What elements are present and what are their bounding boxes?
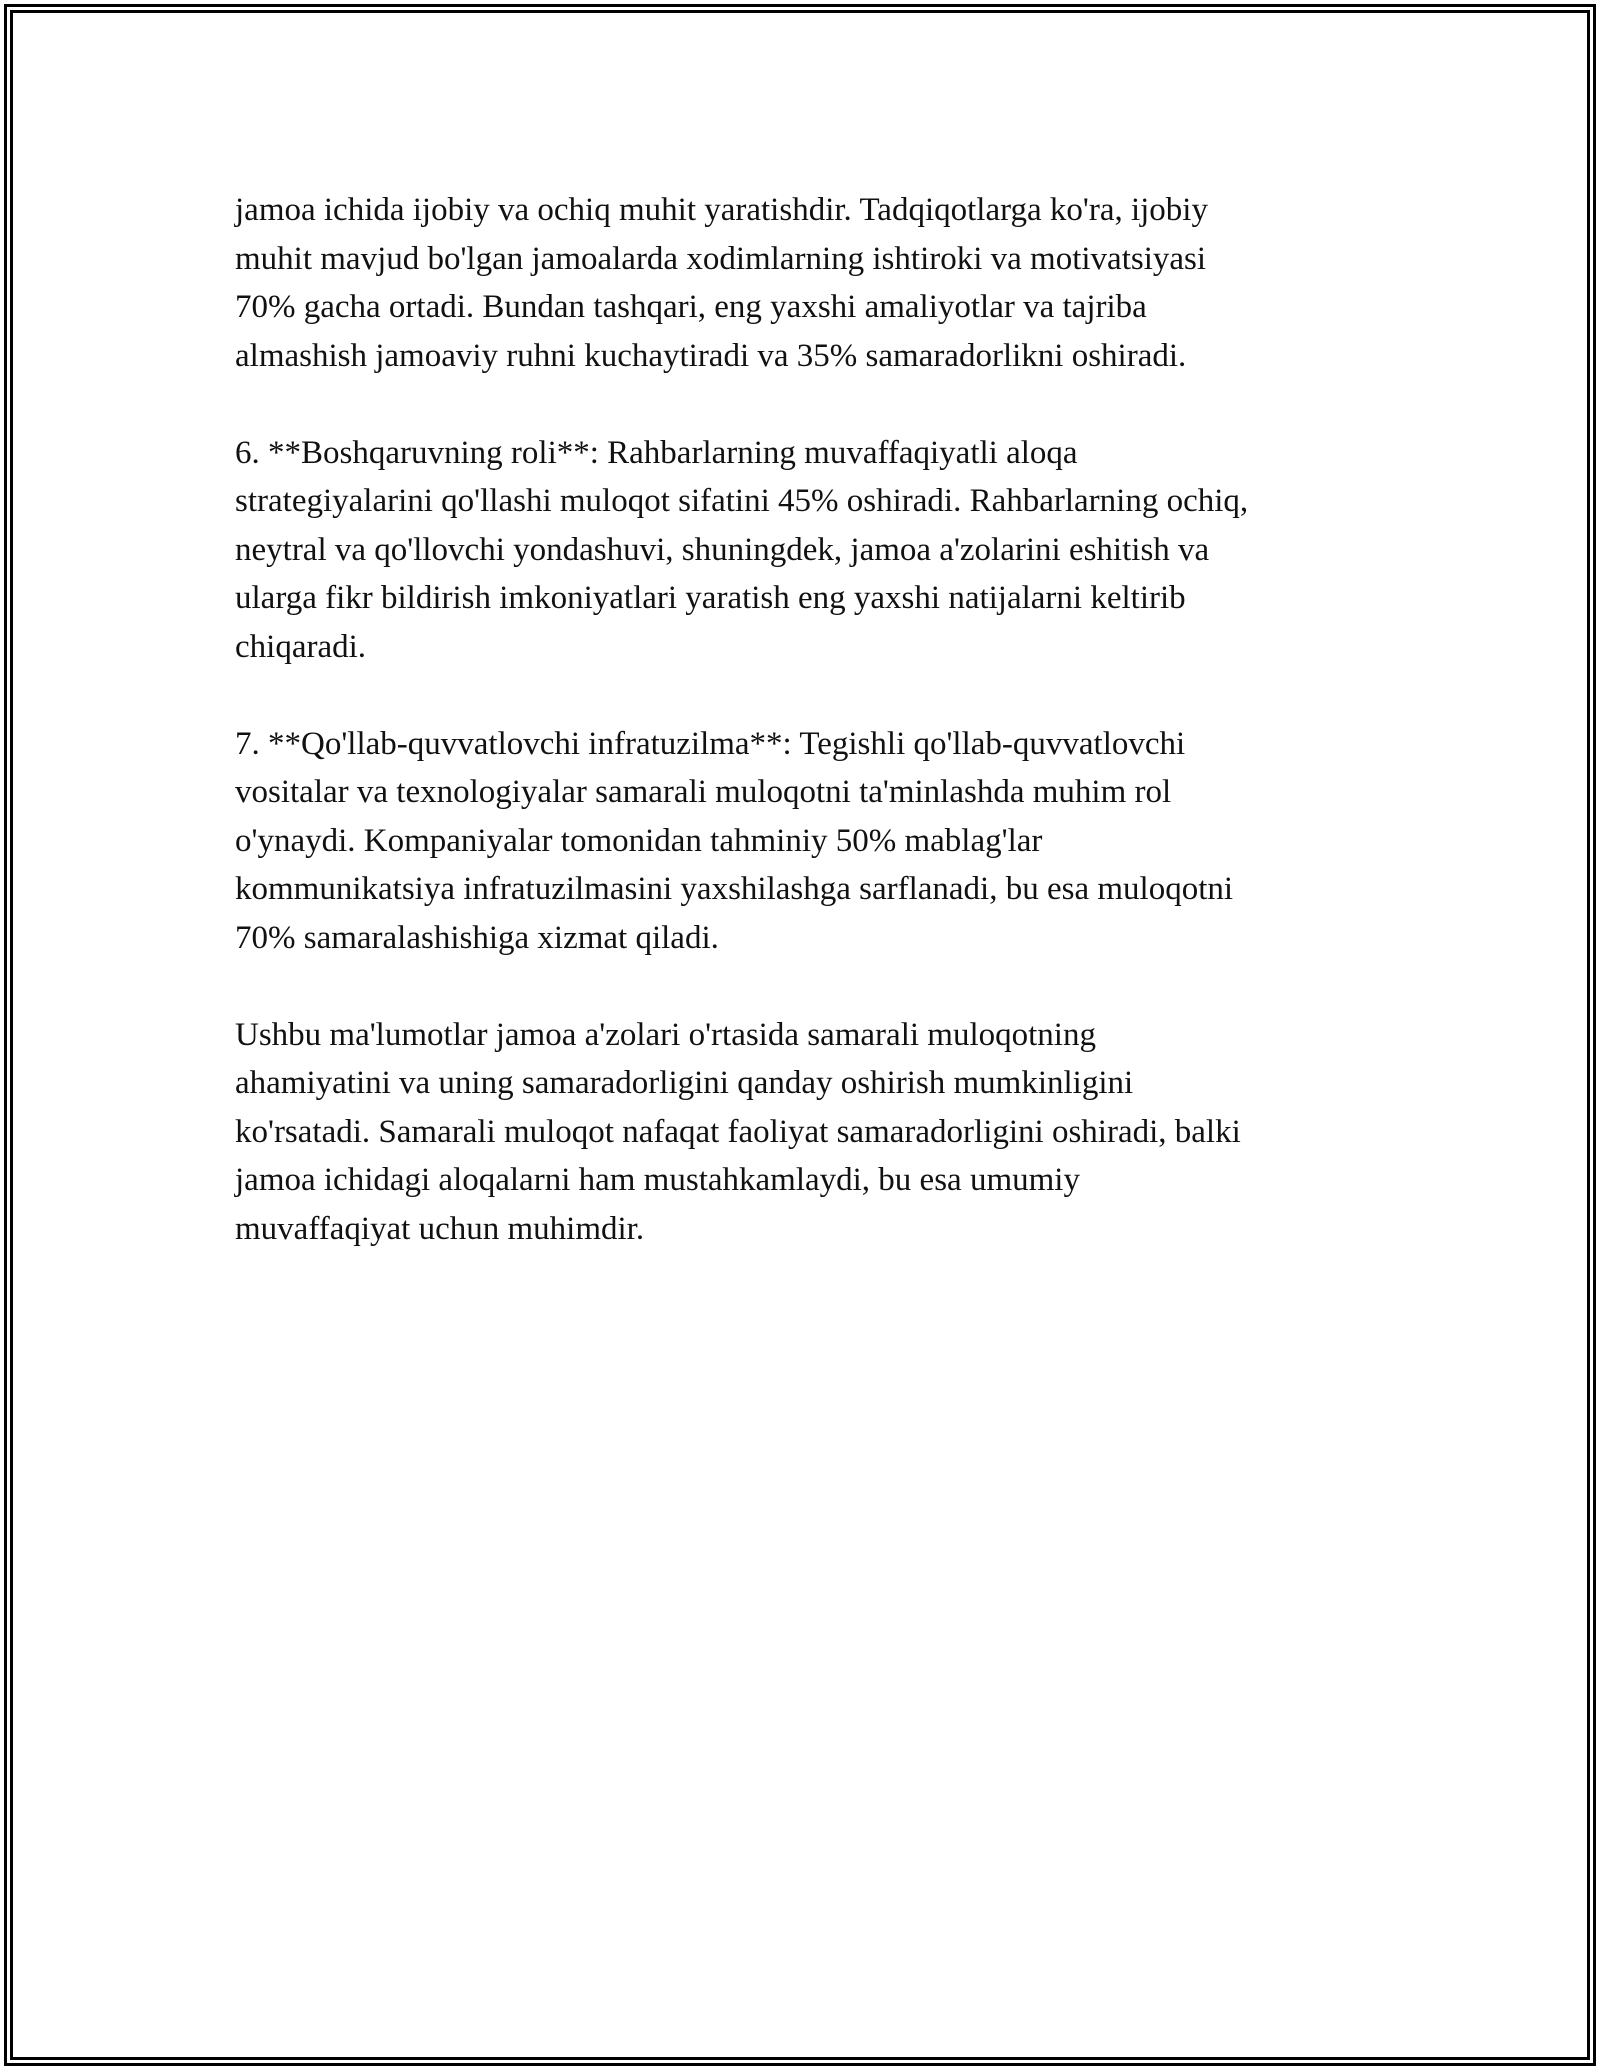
text-line: 70% gacha ortadi. Bundan tashqari, eng yaxshi amaliyotlar va tajriba bbox=[235, 289, 1147, 325]
text-line: 70% samaralashishiga xizmat qiladi. bbox=[235, 919, 719, 956]
paragraph-team-environment bbox=[235, 186, 1395, 380]
text-line: Ushbu ma'lumotlar jamoa a'zolari o'rtasida samarali muloqotning bbox=[235, 1016, 1096, 1053]
text-line: o'ynaydi. Kompaniyalar tomonidan tahminiy 50% mablag'lar bbox=[235, 822, 1043, 859]
paragraph-support-infrastructure bbox=[235, 720, 1395, 963]
text-line: ularga fikr bildirish imkoniyatlari yaratish eng yaxshi natijalarni keltirib bbox=[235, 580, 1186, 616]
text-line: almashish jamoaviy ruhni kuchaytiradi va 35% samaradorlikni oshiradi. bbox=[235, 337, 1187, 374]
text-line: ko'rsatadi. Samarali muloqot nafaqat faoliyat samaradorligini oshiradi, balki bbox=[235, 1113, 1241, 1150]
text-line: 6. **Boshqaruvning roli**: Rahbarlarning muvaffaqiyatli aloqa bbox=[235, 434, 1078, 471]
text-line: jamoa ichida ijobiy va ochiq muhit yaratishdir. Tadqiqotlarga ko'ra, ijobiy bbox=[235, 192, 1208, 228]
text-line: muvaffaqiyat uchun muhimdir. bbox=[235, 1210, 645, 1247]
text-line: neytral va qo'llovchi yondashuvi, shuningdek, jamoa a'zolarini eshitish va bbox=[235, 531, 1210, 568]
text-line: chiqaradi. bbox=[235, 628, 367, 665]
text-line: strategiyalarini qo'llashi muloqot sifatini 45% oshiradi. Rahbarlarning ochiq, bbox=[235, 483, 1249, 519]
paragraph-leadership-role bbox=[235, 429, 1395, 672]
text-line: ahamiyatini va uning samaradorligini qanday oshirish mumkinligini bbox=[235, 1065, 1134, 1101]
text-line: 7. **Qo'llab-quvvatlovchi infratuzilma**: Tegishli qo'llab-quvvatlovchi bbox=[235, 725, 1186, 762]
text-line: kommunikatsiya infratuzilmasini yaxshilashga sarflanadi, bu esa muloqotni bbox=[235, 871, 1234, 907]
text-line: jamoa ichidagi aloqalarni ham mustahkamlaydi, bu esa umumiy bbox=[235, 1162, 1080, 1198]
text-line: muhit mavjud bo'lgan jamoalarda xodimlarning ishtiroki va motivatsiyasi bbox=[235, 240, 1207, 277]
paragraph-conclusion bbox=[235, 1011, 1395, 1254]
text-line: vositalar va texnologiyalar samarali muloqotni ta'minlashda muhim rol bbox=[235, 774, 1172, 810]
document-body bbox=[235, 186, 1395, 1302]
